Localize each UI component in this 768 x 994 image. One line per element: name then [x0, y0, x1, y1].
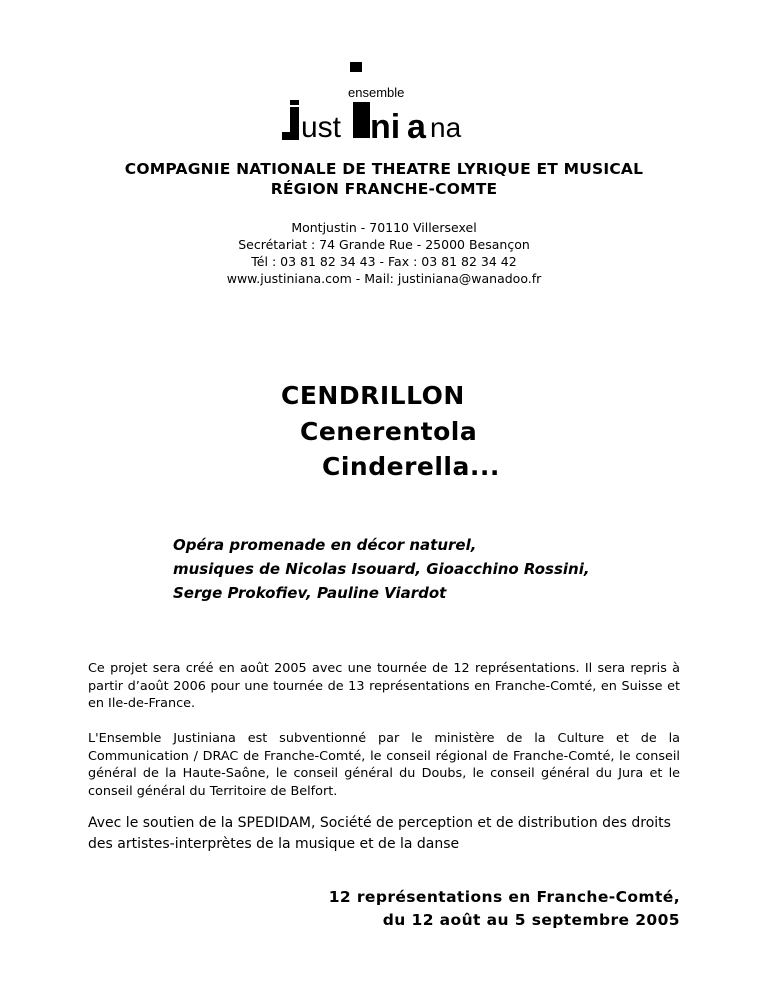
dates-line-1: 12 représentations en Franche-Comté,	[328, 888, 680, 906]
company-name: COMPAGNIE NATIONALE DE THEATRE LYRIQUE ET MUSICAL	[124, 160, 644, 178]
title-cendrillon: CENDRILLON	[281, 381, 465, 410]
contact-address: Montjustin - 70110 Villersexel	[291, 220, 477, 235]
justiniana-logo	[280, 62, 480, 152]
performance-dates	[329, 886, 680, 932]
contact-secretariat: Secrétariat : 74 Grande Rue - 25000 Besançon	[238, 237, 530, 252]
svg-text:a: a	[407, 108, 426, 146]
project-paragraph: Ce projet sera créé en août 2005 avec une tournée de 12 représentations. Il sera repris à partir d’août 2006 pour une tournée de 13 représentations en Franche-Comté, en Suisse et en Ile-de-France.	[88, 661, 680, 711]
svg-text:na: na	[430, 112, 462, 143]
svg-text:ensemble: ensemble	[348, 85, 405, 100]
svg-text:ni: ni	[370, 108, 401, 146]
funding-paragraph: L'Ensemble Justiniana est subventionné par le ministère de la Culture et de la Communication / DRAC de Franche-Comté, le conseil régional de Franche-Comté, le conseil général de la Haute-Saône, le conseil général du Doubs, le conseil général du Jura et le conseil général du Territoire de Belfort.	[88, 731, 680, 799]
title-cinderella: Cinderella...	[322, 452, 500, 481]
opera-line: musiques de Nicolas Isouard, Gioacchino Rossini,	[173, 560, 590, 578]
contact-phone-fax: Tél : 03 81 82 34 43 - Fax : 03 81 82 34 42	[251, 254, 517, 269]
opera-description	[173, 533, 590, 605]
support-paragraph: Avec le soutien de la SPEDIDAM, Société de perception et de distribution des droits des artistes-interprètes de la musique et de la danse	[88, 815, 671, 852]
opera-line: Opéra promenade en décor naturel,	[173, 536, 477, 554]
contact-web-mail: www.justiniana.com - Mail: justiniana@wanadoo.fr	[226, 271, 542, 286]
company-region: RÉGION FRANCHE-COMTE	[270, 180, 498, 198]
contact-block	[0, 219, 768, 287]
title-cenerentola: Cenerentola	[300, 417, 478, 446]
opera-line: Serge Prokofiev, Pauline Viardot	[173, 584, 447, 602]
svg-text:ust: ust	[301, 111, 342, 144]
dates-line-2: du 12 août au 5 septembre 2005	[382, 911, 680, 929]
logo-graphic	[280, 62, 480, 152]
